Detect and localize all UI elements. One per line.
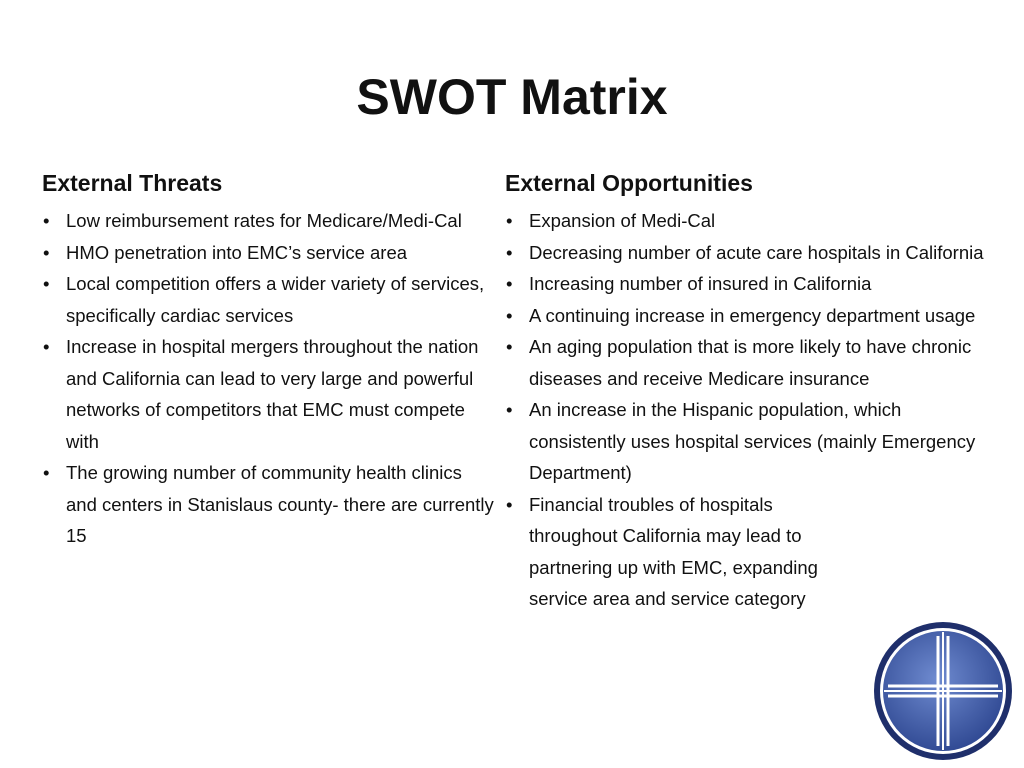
bullet-icon: •: [43, 241, 50, 263]
slide-title: SWOT Matrix: [356, 69, 668, 125]
cross-circle-logo-icon: [872, 620, 1014, 762]
list-item-text: An aging population that is more likely to have chronic diseases and receive Medicare insurance: [529, 336, 972, 389]
list-item: [505, 489, 985, 615]
list-item-text: The growing number of community health clinics and centers in Stanislaus county- there are currently 15: [66, 462, 494, 546]
list-item-text: Low reimbursement rates for Medicare/Medi-Cal: [66, 210, 462, 231]
list-item: [42, 457, 494, 552]
list-item-text: Expansion of Medi-Cal: [529, 210, 716, 231]
bullet-icon: •: [506, 336, 513, 357]
threats-heading: External Threats: [42, 170, 223, 196]
list-item: [505, 300, 985, 332]
bullet-icon: •: [506, 493, 513, 515]
threats-column: [42, 168, 494, 552]
list-item: [505, 237, 985, 269]
opportunities-list: [505, 205, 985, 615]
list-item: [42, 237, 494, 269]
bullet-icon: •: [43, 210, 50, 231]
bullet-icon: •: [43, 273, 50, 294]
list-item: [42, 331, 494, 457]
list-item: [42, 268, 494, 331]
bullet-icon: •: [43, 336, 50, 357]
bullet-icon: •: [506, 304, 513, 326]
bullet-icon: •: [506, 273, 513, 294]
threats-list: [42, 205, 494, 552]
list-item: [505, 268, 985, 300]
bullet-icon: •: [43, 462, 50, 483]
list-item-text: A continuing increase in emergency department usage: [529, 304, 976, 326]
list-item: [505, 394, 985, 489]
list-item: [42, 205, 494, 237]
list-item-text: Decreasing number of acute care hospitals in California: [529, 241, 984, 263]
list-item-text: Local competition offers a wider variety of services, specifically cardiac services: [66, 273, 485, 326]
bullet-icon: •: [506, 241, 513, 263]
list-item-text: An increase in the Hispanic population, which consistently uses hospital services (mainly Emergency Department): [529, 399, 976, 483]
list-item: [505, 205, 985, 237]
list-item-text: HMO penetration into EMC’s service area: [66, 241, 408, 263]
list-item-text: Financial troubles of hospitals throughout California may lead to partnering up with EMC, expanding service area and service category: [529, 493, 818, 609]
opportunities-column: [505, 168, 985, 615]
bullet-icon: •: [506, 399, 513, 420]
list-item: [505, 331, 985, 394]
opportunities-heading: External Opportunities: [505, 170, 753, 196]
bullet-icon: •: [506, 210, 513, 231]
list-item-text: Increasing number of insured in California: [529, 273, 872, 294]
list-item-text: Increase in hospital mergers throughout the nation and California can lead to very large and powerful networks of competitors that EMC must compete with: [66, 336, 479, 452]
